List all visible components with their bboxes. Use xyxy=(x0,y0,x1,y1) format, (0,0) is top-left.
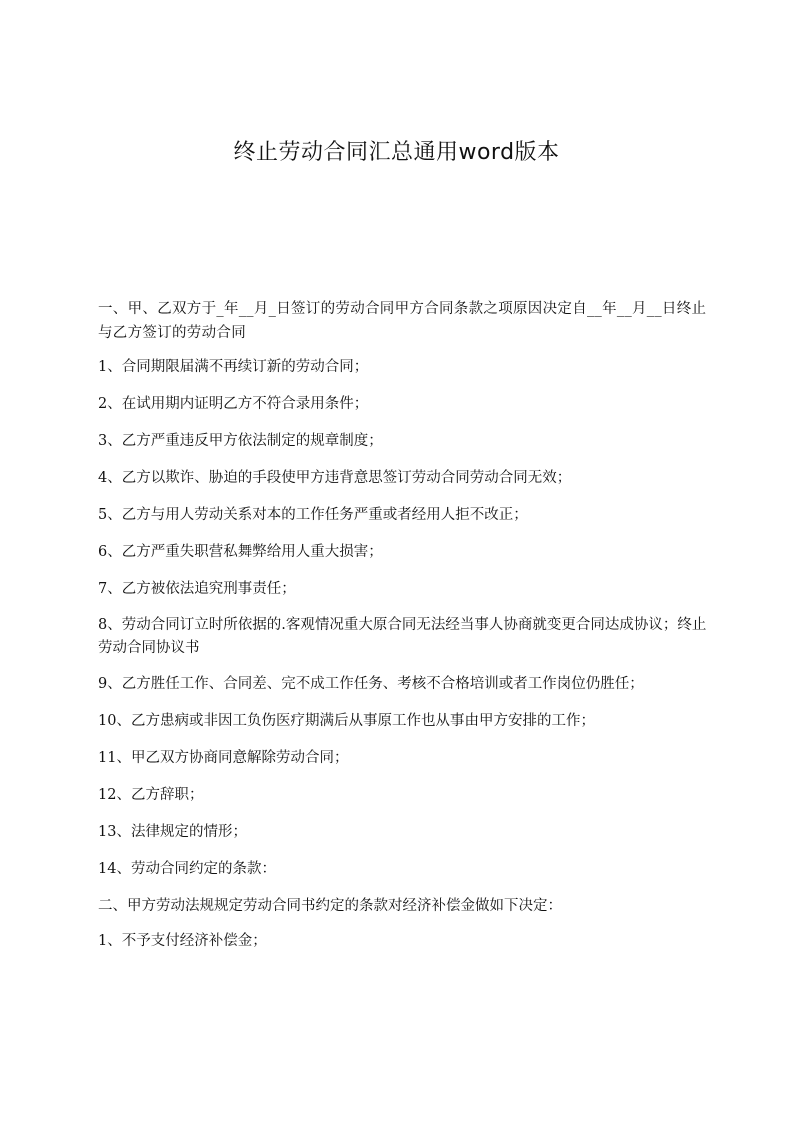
list-item: 1、合同期限届满不再续订新的劳动合同； xyxy=(98,359,369,375)
list-item: 4、乙方以欺诈、胁迫的手段使甲方违背意思签订劳动合同劳动合同无效； xyxy=(98,470,572,486)
list-item: 2、在试用期内证明乙方不符合录用条件； xyxy=(98,396,369,412)
list-item: 12、乙方辞职； xyxy=(98,787,204,803)
list-item: 9、乙方胜任工作、合同差、完不成工作任务、考核不合格培训或者工作岗位仍胜任； xyxy=(98,676,644,692)
list-item: 5、乙方与用人劳动关系对本的工作任务严重或者经用人拒不改正； xyxy=(98,507,528,523)
document-title: 终止劳动合同汇总通用word版本 xyxy=(233,140,560,165)
list-item: 8、劳动合同订立时所依据的.客观情况重大原合同无法经当事人协商就变更合同达成协议；终止劳动合同协议书 xyxy=(98,617,707,656)
list-item: 14、劳动合同约定的条款： xyxy=(98,861,276,877)
list-item: 11、甲乙双方协商同意解除劳动合同； xyxy=(98,750,349,766)
list-item: 6、乙方严重失职营私舞弊给用人重大损害； xyxy=(98,544,383,560)
document-body xyxy=(98,297,710,966)
list-item: 7、乙方被依法追究刑事责任； xyxy=(98,581,296,597)
list-item: 13、法律规定的情形； xyxy=(98,824,247,840)
section-two-heading: 二、甲方劳动法规规定劳动合同书约定的条款对经济补偿金做如下决定： xyxy=(98,898,562,914)
list-item: 3、乙方严重违反甲方依法制定的规章制度； xyxy=(98,433,383,449)
intro-paragraph: 一、甲、乙双方于_年__月_日签订的劳动合同甲方合同条款之项原因决定自__年__月__日终止与乙方签订的劳动合同 xyxy=(98,301,707,341)
list-item: 1、不予支付经济补偿金； xyxy=(98,933,267,949)
list-item: 10、乙方患病或非因工负伤医疗期满后从事原工作也从事由甲方安排的工作； xyxy=(98,713,595,729)
